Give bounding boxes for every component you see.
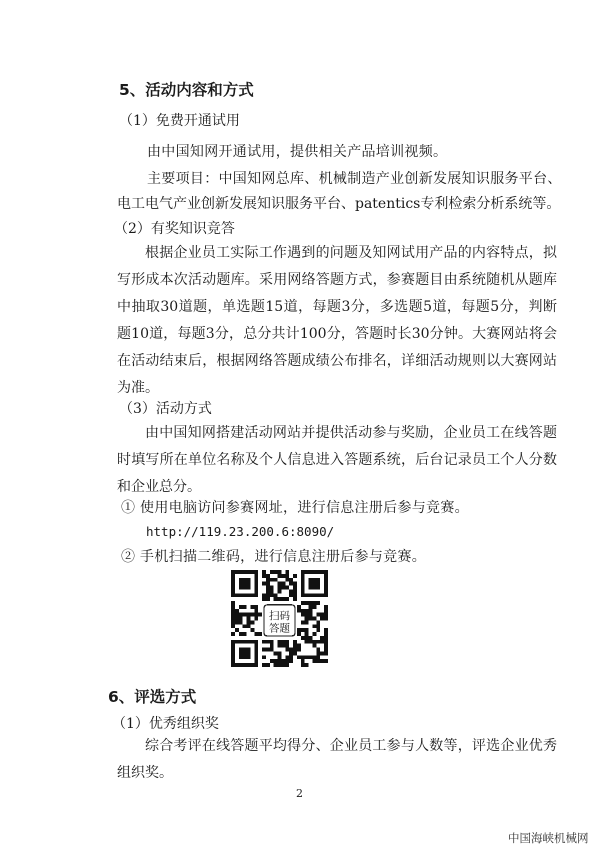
qr-label-line-2: 答题 [269,622,290,635]
item-3-paragraph: 由中国知网搭建活动网站并提供活动参与奖励，企业员工在线答题时填写所在单位名称及个人信息进入答题系统，后台记录员工个人分数和企业总分。 [117,425,557,495]
step-1-text: ① 使用电脑访问参赛网址，进行信息注册后参与竞赛。 [121,500,469,516]
section-6-title: 6、评选方式 [108,688,197,706]
item-3-heading: （3）活动方式 [119,401,212,417]
item-1-line-3: 电工电气产业创新发展知识服务平台、patentics专利检索分析系统等。 [117,196,561,212]
item-1-line-2: 主要项目：中国知网总库、机械制造产业创新发展知识服务平台、 [147,171,562,187]
step-2-text: ② 手机扫描二维码，进行信息注册后参与竞赛。 [121,549,427,565]
qr-label-line-1: 扫码 [269,609,290,622]
contest-url[interactable]: http://119.23.200.6:8090/ [146,524,335,539]
item-2-paragraph: 根据企业员工实际工作遇到的问题及知网试用产品的内容特点，拟写形成本次活动题库。采用网络答题方式，参赛题目由系统随机从题库中抽取30道题，单选题15道，每题3分，多选题5道，每题5分，判断题10道，每题3分，总分共计100分，答题时长30分钟。大赛网站将会在活动结束后，根据网络答题成绩公布排名，详细活动规则以大赛网站为准。 [117,245,557,396]
section-6-item-1-paragraph: 综合考评在线答题平均得分、企业员工参与人数等，评选企业优秀组织奖。 [117,738,557,781]
item-2-heading: （2）有奖知识竞答 [114,221,235,237]
section-5-title: 5、活动内容和方式 [119,81,254,99]
qr-code[interactable] [231,570,328,667]
item-1-line-1: 由中国知网开通试用，提供相关产品培训视频。 [147,144,448,160]
page-number: 2 [296,787,303,800]
section-6-item-1-heading: （1）优秀组织奖 [112,716,219,732]
item-1-heading: （1）免费开通试用 [119,113,240,129]
watermark: 中国海峡机械网 [508,831,589,845]
